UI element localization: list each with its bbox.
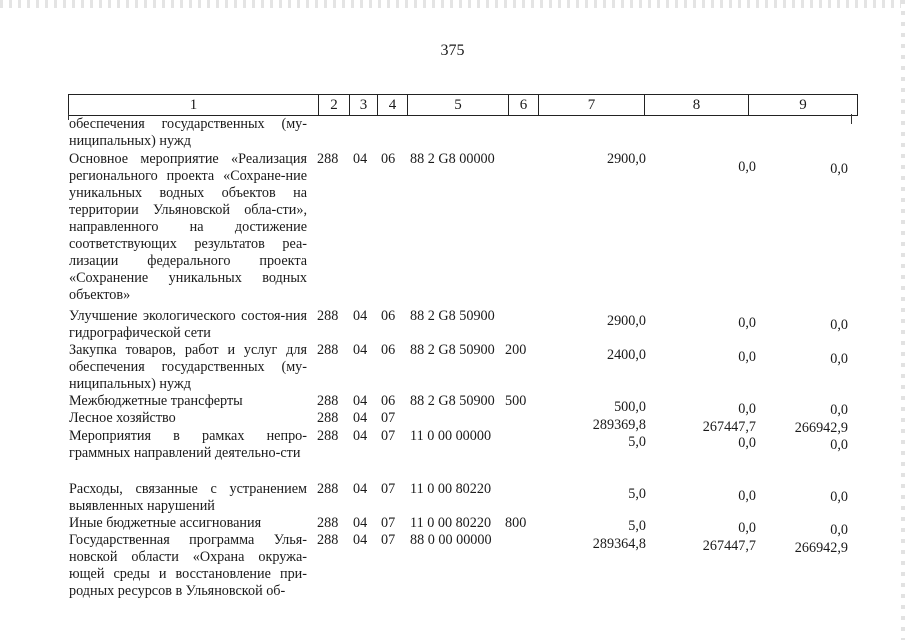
cell-col-2: 288: [317, 393, 339, 409]
cell-col-3: 04: [353, 342, 368, 358]
row-description: Расходы, связанные с устранением выявленных нарушений: [69, 481, 307, 514]
cell-col-2: 288: [317, 515, 339, 531]
cell-col-5: 11 0 00 80220: [410, 481, 492, 497]
cell-col-7: 5,0: [628, 518, 646, 534]
cell-col-4: 06: [381, 342, 396, 358]
cell-col-7: 2400,0: [606, 347, 646, 363]
row-description: Лесное хозяйство: [69, 410, 176, 426]
cell-col-4: 07: [381, 532, 396, 548]
header-col-6: 6: [508, 95, 538, 115]
cell-col-3: 04: [353, 393, 368, 409]
cell-col-4: 07: [381, 428, 396, 444]
cell-col-7: 2900,0: [606, 313, 646, 329]
cell-col-4: 06: [381, 308, 396, 324]
cell-col-2: 288: [317, 410, 339, 426]
cell-col-3: 04: [353, 532, 368, 548]
cell-col-9: 266942,9: [794, 420, 848, 436]
page-number: 375: [440, 42, 465, 59]
row-description: Закупка товаров, работ и услуг для обеспечения государственных (му-ниципальных) нужд: [69, 342, 307, 392]
header-col-5: 5: [407, 95, 508, 115]
cell-col-6: 800: [505, 515, 527, 531]
cell-col-3: 04: [353, 151, 368, 167]
row-description: Улучшение экологического состоя-ния гидрографической сети: [69, 308, 307, 341]
cell-col-7: 2900,0: [606, 151, 646, 167]
cell-col-8: 0,0: [738, 401, 756, 417]
header-col-1: 1: [68, 95, 318, 115]
cell-col-9: 0,0: [830, 317, 848, 333]
cell-col-7: 5,0: [628, 434, 646, 450]
cell-col-8: 0,0: [738, 315, 756, 331]
cell-col-2: 288: [317, 151, 339, 167]
cell-col-2: 288: [317, 481, 339, 497]
cell-col-5: 88 2 G8 50900: [410, 308, 495, 324]
row-description: Межбюджетные трансферты: [69, 393, 243, 409]
cell-col-2: 288: [317, 342, 339, 358]
cell-col-9: 0,0: [830, 522, 848, 538]
row-description: Основное мероприятие «Реализация регионального проекта «Сохране-ние уникальных водных объектов на территории Ульяновской обла-сти», направленного на достижение соответствующих результатов реа-лизации федерального проекта «Сохранение уникальных водных объектов»: [69, 151, 307, 303]
cell-col-4: 07: [381, 515, 396, 531]
cell-col-9: 0,0: [830, 351, 848, 367]
cell-col-2: 288: [317, 308, 339, 324]
header-col-9: 9: [748, 95, 858, 115]
cell-col-3: 04: [353, 308, 368, 324]
cell-col-8: 0,0: [738, 159, 756, 175]
row-description: Государственная программа Улья-новской области «Охрана окружа-ющей среды и восстановление при-родных ресурсов в Ульяновской об-: [69, 532, 307, 599]
cell-col-4: 06: [381, 393, 396, 409]
header-col-7: 7: [538, 95, 644, 115]
cell-col-7: 5,0: [628, 486, 646, 502]
cell-col-5: 88 0 00 00000: [410, 532, 492, 548]
cell-col-8: 0,0: [738, 488, 756, 504]
header-col-3: 3: [349, 95, 377, 115]
cell-col-9: 0,0: [830, 489, 848, 505]
header-col-8: 8: [644, 95, 748, 115]
header-col-2: 2: [318, 95, 349, 115]
cell-col-3: 04: [353, 515, 368, 531]
cell-col-2: 288: [317, 428, 339, 444]
cell-col-6: 200: [505, 342, 527, 358]
cell-col-4: 06: [381, 151, 396, 167]
cell-col-9: 0,0: [830, 402, 848, 418]
cell-col-8: 0,0: [738, 435, 756, 451]
row-description: Иные бюджетные ассигнования: [69, 515, 262, 531]
cell-col-4: 07: [381, 481, 396, 497]
cell-col-8: 0,0: [738, 349, 756, 365]
cell-col-6: 500: [505, 393, 527, 409]
cell-col-9: 266942,9: [794, 540, 848, 556]
cell-col-8: 267447,7: [702, 538, 756, 554]
cell-col-5: 11 0 00 80220: [410, 515, 492, 531]
cell-col-9: 0,0: [830, 437, 848, 453]
cell-col-3: 04: [353, 428, 368, 444]
cell-col-7: 289364,8: [592, 536, 646, 552]
cell-col-5: 88 2 G8 50900: [410, 393, 495, 409]
cell-col-3: 04: [353, 481, 368, 497]
header-col-4: 4: [377, 95, 407, 115]
cell-col-7: 500,0: [614, 399, 646, 415]
row-description: [69, 116, 307, 150]
cell-col-8: 0,0: [738, 520, 756, 536]
cell-col-3: 04: [353, 410, 368, 426]
cell-col-5: 88 2 G8 50900: [410, 342, 495, 358]
cell-col-4: 07: [381, 410, 396, 426]
desc-text: обеспечения государственных (му-ниципальных) нужд: [69, 116, 307, 149]
cell-col-5: 11 0 00 00000: [410, 428, 492, 444]
cell-col-8: 267447,7: [702, 419, 756, 435]
row-description: Мероприятия в рамках непро-граммных направлений деятельно-сти: [69, 428, 307, 461]
cell-col-2: 288: [317, 532, 339, 548]
cell-col-5: 88 2 G8 00000: [410, 151, 495, 167]
cell-col-9: 0,0: [830, 161, 848, 177]
cell-col-7: 289369,8: [592, 417, 646, 433]
